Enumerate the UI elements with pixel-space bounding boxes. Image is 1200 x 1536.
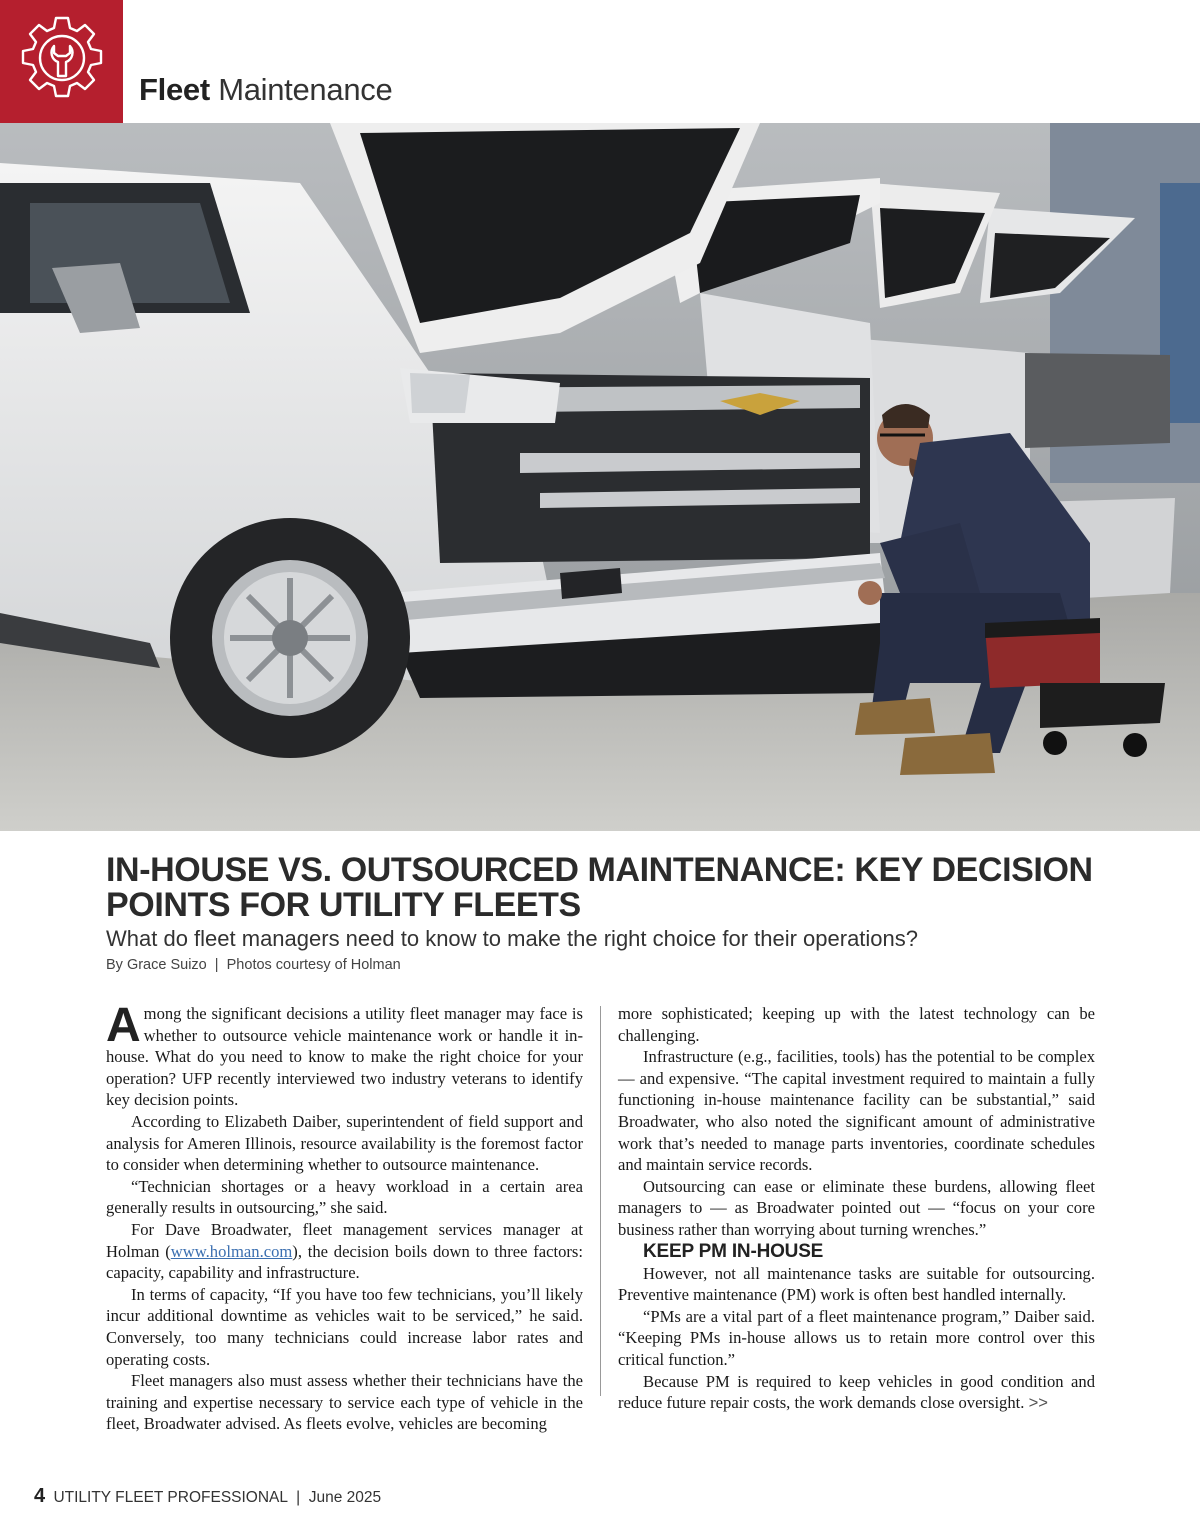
paragraph-1 [106, 999, 583, 1111]
paragraph-9: Outsourcing can ease or eliminate these burdens, allowing fleet managers to — as Broadwater pointed out — “focus on your core business rather than worrying about turning wrenches.” [618, 1176, 1095, 1239]
headline-line-2: POINTS FOR UTILITY FLEETS [106, 886, 581, 924]
paragraph-12-text: Because PM is required to keep vehicles in good condition and reduce future repair costs, the work demands close oversight. [618, 1371, 1095, 1413]
headline-line-1: IN-HOUSE VS. OUTSOURCED MAINTENANCE: KEY DECISION [106, 851, 1093, 889]
section-title-rest: Maintenance [218, 72, 393, 107]
continued-marker: >> [1028, 1393, 1048, 1413]
subhead-keep-pm: KEEP PM IN-HOUSE [643, 1240, 824, 1262]
section-icon-block [0, 0, 123, 123]
byline-author: By Grace Suizo [106, 957, 207, 973]
page-footer [34, 1485, 381, 1508]
holman-link[interactable]: www.holman.com [170, 1241, 293, 1261]
article-column-2 [618, 1003, 1095, 1414]
paragraph-4-text-b: ), the decision boils down to three factors: capacity, capability and infrastructure. [106, 1241, 583, 1283]
paragraph-11: “PMs are a vital part of a fleet maintenance program,” Daiber said. “Keeping PMs in-house allows us to retain more control over this critical function.” [618, 1306, 1095, 1369]
paragraph-10: However, not all maintenance tasks are suitable for outsourcing. Preventive maintenance (PM) work is often best handled internally. [618, 1263, 1095, 1305]
page-number: 4 [34, 1485, 46, 1507]
paragraph-3: “Technician shortages or a heavy workload in a certain area generally results in outsourcing,” she said. [106, 1176, 583, 1218]
paragraph-2: According to Elizabeth Daiber, superintendent of field support and analysis for Ameren Illinois, resource availability is the foremost factor to consider when determining whether to outsource maintenance. [106, 1111, 583, 1175]
article-headline [106, 853, 1106, 923]
paragraph-1-text: mong the significant decisions a utility fleet manager may face is whether to outsource vehicle maintenance work or handle it in-house. What do you need to know to make the right choice for your operation? UFP recently interviewed two industry veterans to identify key decision points. [106, 1004, 583, 1110]
truck-technician-photo [0, 123, 1200, 831]
section-title-bold: Fleet [139, 72, 210, 107]
paragraph-5: In terms of capacity, “If you have too few technicians, you’ll likely incur additional downtime as vehicles wait to be serviced,” he said. Conversely, too many technicians could increase labor rates and operating costs. [106, 1284, 583, 1369]
byline-photo-credit: Photos courtesy of Holman [226, 957, 401, 973]
publication-name: UTILITY FLEET PROFESSIONAL [53, 1489, 288, 1506]
paragraph-4 [106, 1219, 583, 1284]
paragraph-8: Infrastructure (e.g., facilities, tools) has the potential to be complex — and expensive. “The capital investment required to maintain a fully functioning in-house maintenance facility can be substantial,” said Broadwater, who also noted the significant amount of administrative work that’s needed to manage parts inventories, coordinate schedules and maintain service records. [618, 1047, 1095, 1175]
paragraph-12 [618, 1371, 1095, 1414]
article-deck: What do fleet managers need to know to make the right choice for their operations? [106, 926, 919, 951]
byline: By Grace Suizo | Photos courtesy of Holman [106, 957, 401, 973]
hero-photo [0, 123, 1200, 831]
issue-date: June 2025 [308, 1489, 382, 1506]
column-divider [600, 1006, 601, 1396]
paragraph-7: more sophisticated; keeping up with the latest technology can be challenging. [618, 1004, 1095, 1045]
article-column-1 [106, 999, 583, 1435]
gear-wrench-icon [16, 12, 108, 104]
paragraph-4-text-a: For Dave Broadwater, fleet management services manager at Holman ( [106, 1219, 583, 1261]
paragraph-6: Fleet managers also must assess whether their technicians have the training and expertise necessary to service each type of vehicle in the fleet, Broadwater advised. As fleets evolve, vehicles are becoming [106, 1371, 583, 1434]
section-title [139, 72, 392, 108]
drop-cap: A [106, 999, 141, 1052]
footer-separator: | [296, 1489, 301, 1506]
